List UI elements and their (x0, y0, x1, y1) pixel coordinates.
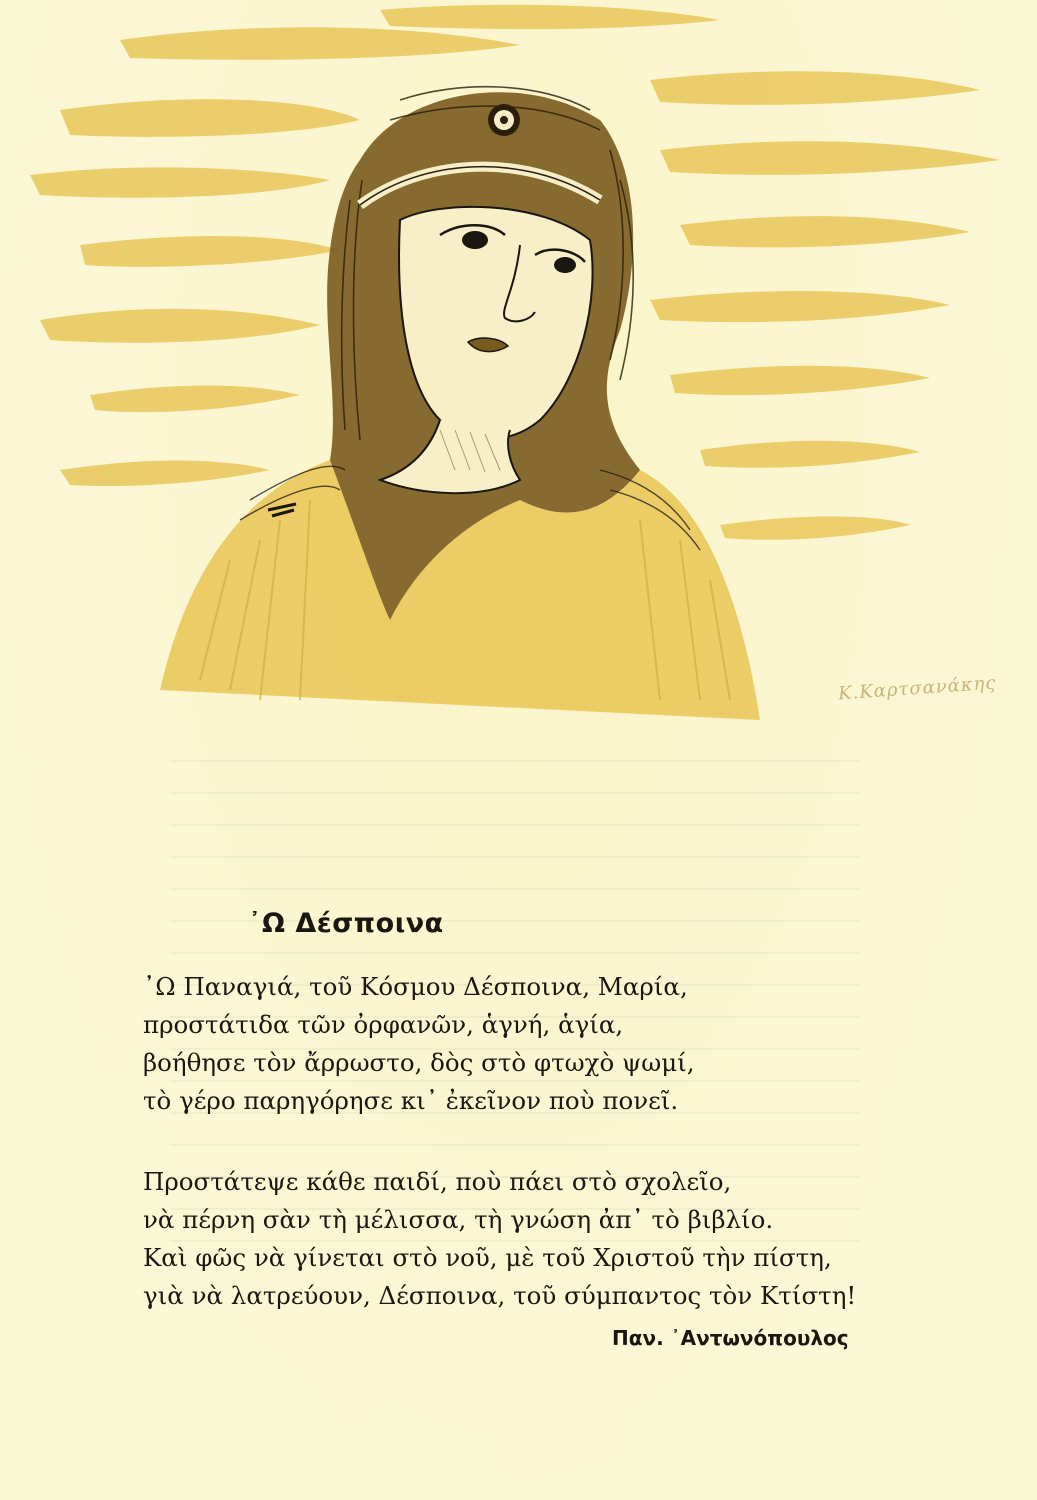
poem-line: ᾿Ω Παναγιά, τοῦ Κόσμου Δέσποινα, Μαρία, (143, 972, 688, 1001)
poem-line: νὰ πέρνη σὰν τὴ μέλισσα, τὴ γνώση ἀπ᾿ τὸ βιβλίο. (143, 1205, 774, 1234)
poem-line: γιὰ νὰ λατρεύουν, Δέσποινα, τοῦ σύμπαντος τὸν Κτίστη! (143, 1281, 857, 1310)
stanza-2 (143, 1163, 856, 1315)
stanza-1 (143, 968, 695, 1120)
artist-signature: Κ.Καρτσανάκης (837, 672, 998, 705)
poem-line: τὸ γέρο παρηγόρησε κι᾿ ἐκεῖνον ποὺ πονεῖ. (143, 1086, 679, 1115)
poem-line: προστάτιδα τῶν ὀρφανῶν, ἁγνή, ἁγία, (143, 1010, 624, 1039)
star-ornament-icon (488, 104, 520, 136)
poem-line: Προστάτεψε κάθε παιδί, ποὺ πάει στὸ σχολεῖο, (143, 1167, 732, 1196)
poem-title: ᾿Ω Δέσποινα (248, 908, 444, 939)
poem-line: βοήθησε τὸν ἄρρωστο, δὸς στὸ φτωχὸ ψωμί, (143, 1048, 695, 1077)
poem-author: Παν. ᾿Αντωνόπουλος (612, 1326, 849, 1350)
poem-line: Καὶ φῶς νὰ γίνεται στὸ νοῦ, μὲ τοῦ Χριστοῦ τὴν πίστη, (143, 1243, 832, 1272)
